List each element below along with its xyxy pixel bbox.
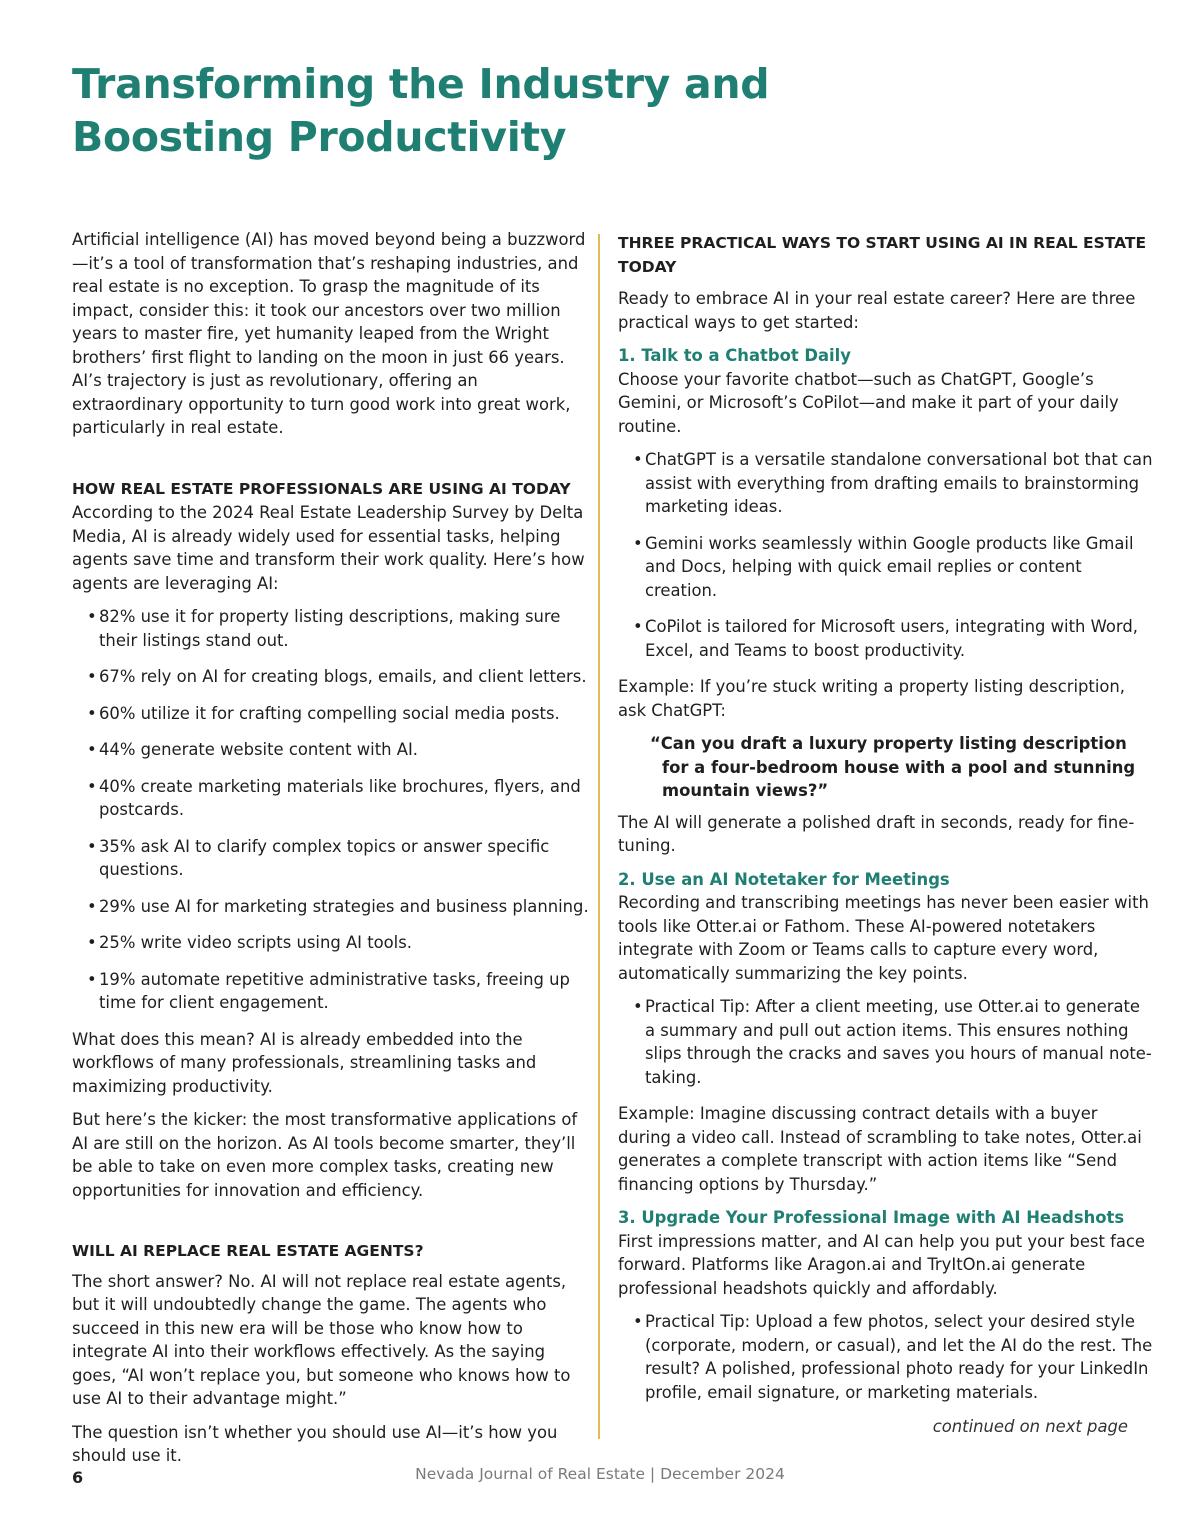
publication-footer: Nevada Journal of Real Estate | December 2024 bbox=[415, 1465, 785, 1483]
section-body-using-ai: According to the 2024 Real Estate Leadership Survey by Delta Media, AI is already widely used for essential tasks, helping agents save time and transform their work quality. Here’s how agents are leveraging AI: bbox=[72, 503, 585, 593]
continued-note: continued on next page bbox=[932, 1417, 1128, 1436]
kicker-paragraph: But here’s the kicker: the most transformative applications of AI are still on the horizon. As AI tools become smarter, they’ll be able to take on even more complex tasks, creating new opportunities for innovation and efficiency. bbox=[72, 1110, 578, 1200]
way3-heading: 3. Upgrade Your Professional Image with AI Headshots bbox=[618, 1208, 1125, 1227]
chatgpt-prompt-quote: “Can you draft a luxury property listing description for a four-bedroom house with a pool and stunning mountain views?” bbox=[650, 734, 1136, 800]
page-number: 6 bbox=[72, 1468, 84, 1487]
list-item: • 40% create marketing materials like brochures, flyers, and postcards. bbox=[87, 776, 581, 819]
page-title bbox=[72, 58, 832, 164]
way1-heading: 1. Talk to a Chatbot Daily bbox=[618, 346, 851, 365]
list-item: • 44% generate website content with AI. bbox=[87, 740, 419, 759]
section-body-replace: The short answer? No. AI will not replace real estate agents, but it will undoubtedly change the game. The agents who succeed in this new era will be those who know how to integrate AI into their workflows effectively. As the saying goes, “AI won’t replace you, but someone who knows how to use AI to their advantage might.” bbox=[72, 1271, 571, 1408]
intro-paragraph: Artificial intelligence (AI) has moved beyond being a buzzword—it’s a tool of transformation that’s reshaping industries, and real estate is no exception. To grasp the magnitude of its impact, consider this: it took our ancestors over two million years to master fire, yet humanity leaped from the Wright brothers’ first flight to landing on the moon in just 66 years. AI’s trajectory is just as revolutionary, offering an extraordinary opportunity to turn good work into great work, particularly in real estate. bbox=[72, 230, 586, 437]
way2-body: Recording and transcribing meetings has never been easier with tools like Otter.ai or Fathom. These AI-powered notetakers integrate with Zoom or Teams calls to capture every word, automatically summarizing the key points. bbox=[618, 893, 1149, 983]
headshot-list bbox=[618, 1310, 1153, 1404]
page-title-line2: Boosting Productivity bbox=[72, 113, 567, 161]
section-heading-three-ways: THREE PRACTICAL WAYS TO START USING AI IN REAL ESTATE TODAY bbox=[618, 234, 1147, 276]
page-title-line1: Transforming the Industry and bbox=[72, 60, 770, 108]
three-ways-intro: Ready to embrace AI in your real estate career? Here are three practical ways to get started: bbox=[618, 289, 1136, 332]
way3-body: First impressions matter, and AI can help you put your best face forward. Platforms like Aragon.ai and TryItOn.ai generate professional headshots quickly and affordably. bbox=[618, 1231, 1145, 1298]
way2-example: Example: Imagine discussing contract details with a buyer during a video call. Instead of scrambling to take notes, Otter.ai generates a complete transcript with action items like “Send financing options by Thursday.” bbox=[618, 1104, 1142, 1194]
list-item: • Gemini works seamlessly within Google products like Gmail and Docs, helping with quick email replies or content creation. bbox=[633, 533, 1134, 600]
way1-body: Choose your favorite chatbot—such as ChatGPT, Google’s Gemini, or Microsoft’s CoPilot—and make it part of your daily routine. bbox=[618, 369, 1119, 436]
list-item: • 67% rely on AI for creating blogs, emails, and client letters. bbox=[87, 667, 587, 686]
chatbot-list bbox=[618, 448, 1153, 662]
list-item: • Practical Tip: After a client meeting, use Otter.ai to generate a summary and pull out action items. This ensures nothing slips through the cracks and saves you hours of manual note-taking. bbox=[633, 997, 1152, 1087]
meaning-paragraph: What does this mean? AI is already embedded into the workflows of many professionals, streamlining tasks and maximizing productivity. bbox=[72, 1029, 537, 1096]
column-divider bbox=[598, 234, 600, 1439]
closing-paragraph: The question isn’t whether you should use AI—it’s how you should use it. bbox=[72, 1422, 558, 1465]
way1-example: Example: If you’re stuck writing a property listing description, ask ChatGPT: bbox=[618, 677, 1126, 720]
left-column bbox=[72, 228, 592, 1478]
list-item: • 29% use AI for marketing strategies and business planning. bbox=[87, 896, 589, 916]
list-item: • 25% write video scripts using AI tools. bbox=[87, 933, 412, 952]
notetaker-list bbox=[618, 995, 1153, 1089]
list-item: • CoPilot is tailored for Microsoft users, integrating with Word, Excel, and Teams to boost productivity. bbox=[633, 617, 1138, 660]
way2-heading: 2. Use an AI Notetaker for Meetings bbox=[618, 869, 950, 889]
list-item: • Practical Tip: Upload a few photos, select your desired style (corporate, modern, or casual), and let the AI do the rest. The result? A polished, professional photo ready for your LinkedIn profile, email signature, or marketing materials. bbox=[633, 1312, 1153, 1402]
usage-stats-list bbox=[72, 605, 592, 1015]
list-item: • 60% utilize it for crafting compelling social media posts. bbox=[87, 703, 560, 723]
list-item: • 19% automate repetitive administrative tasks, freeing up time for client engagement. bbox=[87, 969, 570, 1012]
way1-after: The AI will generate a polished draft in seconds, ready for fine-tuning. bbox=[618, 812, 1135, 855]
list-item: • 82% use it for property listing descriptions, making sure their listings stand out. bbox=[87, 607, 561, 650]
list-item: • 35% ask AI to clarify complex topics or answer specific questions. bbox=[87, 836, 550, 879]
section-heading-replace: WILL AI REPLACE REAL ESTATE AGENTS? bbox=[72, 1242, 424, 1260]
list-item: • ChatGPT is a versatile standalone conversational bot that can assist with everything from drafting emails to brainstorming marketing ideas. bbox=[633, 450, 1153, 516]
section-heading-using-ai: HOW REAL ESTATE PROFESSIONALS ARE USING AI TODAY bbox=[72, 479, 571, 498]
right-column bbox=[618, 232, 1153, 1417]
